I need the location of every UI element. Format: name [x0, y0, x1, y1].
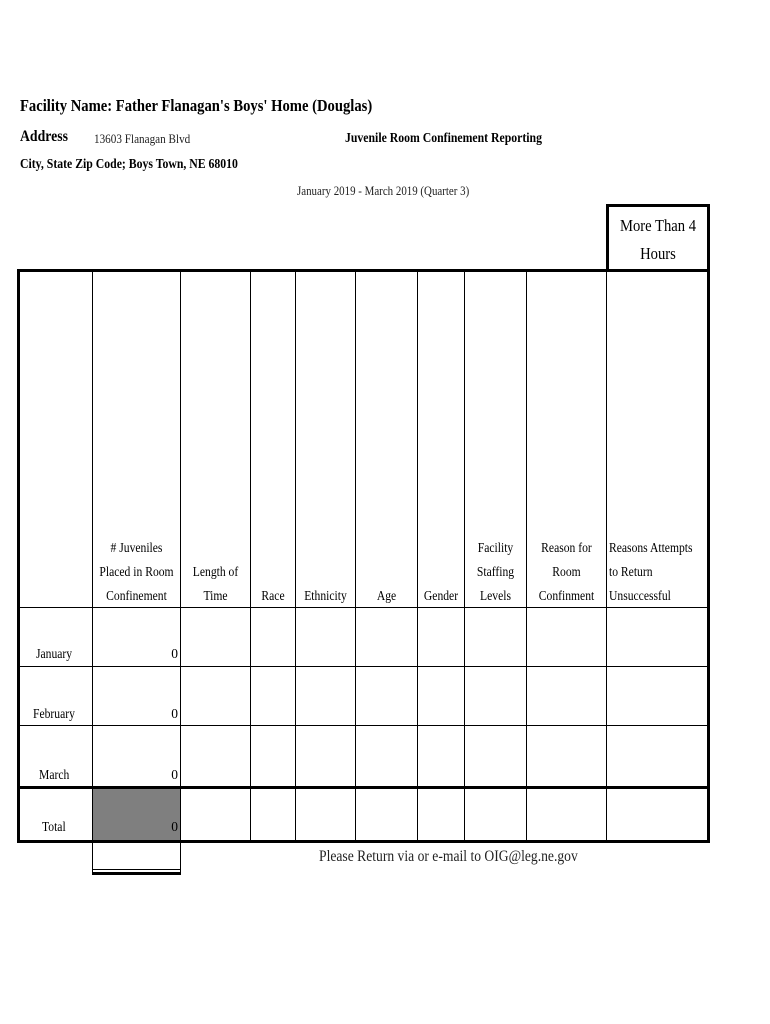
row-label-march: March [39, 767, 70, 782]
col-header-reason-line1: Reason for [541, 540, 592, 555]
col-border-3 [250, 269, 251, 843]
row-count-total: 0 [171, 819, 178, 834]
col-border-0 [17, 269, 20, 843]
row-label-january: January [36, 646, 73, 661]
row-label-february: February [33, 706, 75, 721]
col-header-attempts-line2: to Return [609, 564, 653, 579]
col-header-juveniles-line2: Placed in Room [99, 564, 174, 579]
address-label: Address [20, 128, 68, 145]
col-header-staffing-line2: Staffing [476, 564, 515, 579]
col-header-age [356, 584, 417, 608]
col-header-race [251, 584, 295, 608]
col-header-reason-line2: Room [552, 564, 581, 579]
col-header-reason-line3: Confinment [538, 588, 595, 603]
city-state-zip: City, State Zip Code; Boys Town, NE 68010 [20, 157, 238, 172]
row-label-total: Total [42, 819, 66, 834]
col-border-5 [355, 269, 356, 843]
col-border-2 [180, 269, 181, 843]
more4-top-border [606, 204, 710, 207]
col-header-staffing [465, 536, 526, 608]
col-border-9 [606, 269, 607, 843]
return-instructions: Please Return via or e-mail to OIG@leg.ne.gov [319, 848, 578, 865]
col-header-reason [527, 536, 606, 608]
report-title: Juvenile Room Confinement Reporting [345, 131, 542, 146]
col-header-juveniles-line1: # Juveniles [110, 540, 163, 555]
col-header-length [181, 560, 250, 608]
col-header-length-line2: Time [203, 588, 228, 603]
below-box-bottom [92, 872, 181, 875]
col-header-juveniles [93, 536, 180, 608]
col-header-length-line1: Length of [192, 564, 239, 579]
col-border-6 [417, 269, 418, 843]
facility-name: Facility Name: Father Flanagan's Boys' Home (Douglas) [20, 96, 373, 115]
row-count-january: 0 [171, 646, 178, 661]
col-header-juveniles-line3: Confinement [106, 588, 167, 603]
address-value: 13603 Flanagan Blvd [94, 131, 191, 146]
col-header-gender-line1: Gender [423, 588, 459, 603]
more-than-4-hours-header [608, 212, 708, 268]
col-header-ethnicity-line1: Ethnicity [304, 588, 347, 603]
more4-line2: Hours [640, 244, 676, 263]
reporting-period: January 2019 - March 2019 (Quarter 3) [297, 183, 470, 198]
col-header-staffing-line3: Levels [480, 588, 511, 603]
col-header-ethnicity [296, 584, 355, 608]
col-header-attempts [609, 536, 709, 608]
col-header-staffing-line1: Facility [477, 540, 514, 555]
col-header-race-line1: Race [261, 588, 285, 603]
more4-line1: More Than 4 [619, 216, 697, 235]
col-header-age-line1: Age [376, 588, 397, 603]
col-header-attempts-line1: Reasons Attempts [609, 540, 693, 555]
row-count-february: 0 [171, 706, 178, 721]
row-count-march: 0 [171, 767, 178, 782]
col-header-gender [418, 584, 464, 608]
col-border-4 [295, 269, 296, 843]
col-header-attempts-line3: Unsuccessful [609, 588, 671, 603]
below-box-line [92, 869, 181, 870]
